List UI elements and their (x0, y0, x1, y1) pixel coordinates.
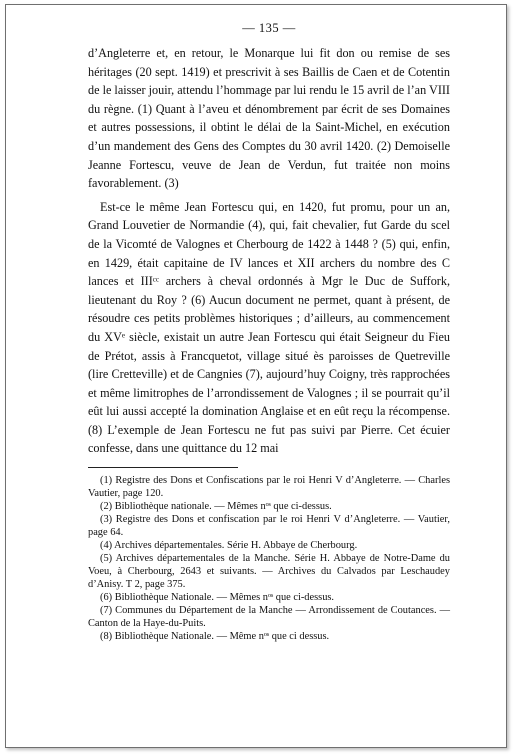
footnote: (6) Bibliothèque Nationale. — Mêmes nᵒˢ que ci-dessus. (100, 592, 335, 604)
footnotes (88, 474, 450, 643)
main-text (88, 44, 450, 458)
footnote: (5) Archives départementales de la Manche. Série H. Abbaye de Notre-Dame du Voeu, à Cherbourg, 2643 et suivants. — Archives du Calvados par Leschaudey d’Anisy. T 2, page 375. (88, 553, 450, 591)
footnote-divider (88, 467, 238, 468)
footnote: (3) Registre des Dons et confiscation par le roi Henri V d’Angleterre. — Vautier, page 64. (88, 514, 450, 539)
page-number: — 135 — (242, 21, 296, 35)
document-page (5, 4, 507, 748)
paragraph: d’Angleterre et, en retour, le Monarque lui fit don ou remise de ses héritages (20 sept. 1419) et prescrivit à ses Baillis de Caen et de Cotentin de le laisser jouir, attendu l’hommage par lui rendu le 15 avril de l’an VIII du règne. (1) Quant à l’aveu et dénombrement par écrit de ses Domaines et autres possessions, il obtint le délai de la Saint-Michel, en exécution d’un mandement des Gens des Comptes du 30 avril 1420. (2) Demoiselle Jeanne Fortescu, veuve de Jean de Verdun, fut traitée non moins favorablement. (3) (88, 46, 450, 191)
footnote: (4) Archives départementales. Série H. Abbaye de Cherbourg. (100, 540, 358, 552)
paragraph: Est-ce le même Jean Fortescu qui, en 1420, fut promu, pour un an, Grand Louvetier de Normandie (4), qui, fait chevalier, fut Garde du scel de la Vicomté de Valognes et Cherbourg de 1422 à 1448 ? (5) qui, enfin, en 1429, était capitaine de IV lances et XII archers du nombre des C lances et IIIᶜᶜ archers à cheval ordonnés à Mgr le Duc de Suffork, lieutenant du Roy ? (6) Aucun document ne permet, quant à présent, de résoudre ces petits problèmes historiques ; d’ailleurs, au commencement du XVᵉ siècle, existait un autre Jean Fortescu qui était Seigneur du Fieu de Prétot, assis à Francquetot, village situé ès paroisses de Quetreville (lire Cretteville) et de Cangnies (7), aujourd’huy Coigny, très rapprochées et même limitrophes de l’arrondissement de Valognes ; il se pourrait qu’il eût lui aussi accepté la domination Anglaise et en eût reçu la récompense. (8) L’exemple de Jean Fortescu ne fut pas suivi par Pierre. Cet écuier confesse, dans une quittance du 12 mai (88, 199, 450, 456)
footnote: (8) Bibliothèque Nationale. — Même nᵒˢ que ci dessus. (100, 631, 330, 643)
footnote: (7) Communes du Département de la Manche — Arrondissement de Coutances. — Canton de la Haye-du-Puits. (88, 605, 450, 630)
footnote: (2) Bibliothèque nationale. — Mêmes nᵒˢ que ci-dessus. (100, 501, 332, 513)
page-content (88, 19, 450, 643)
footnote: (1) Registre des Dons et Confiscations par le roi Henri V d’Angleterre. — Charles Vautier, page 120. (88, 475, 450, 500)
